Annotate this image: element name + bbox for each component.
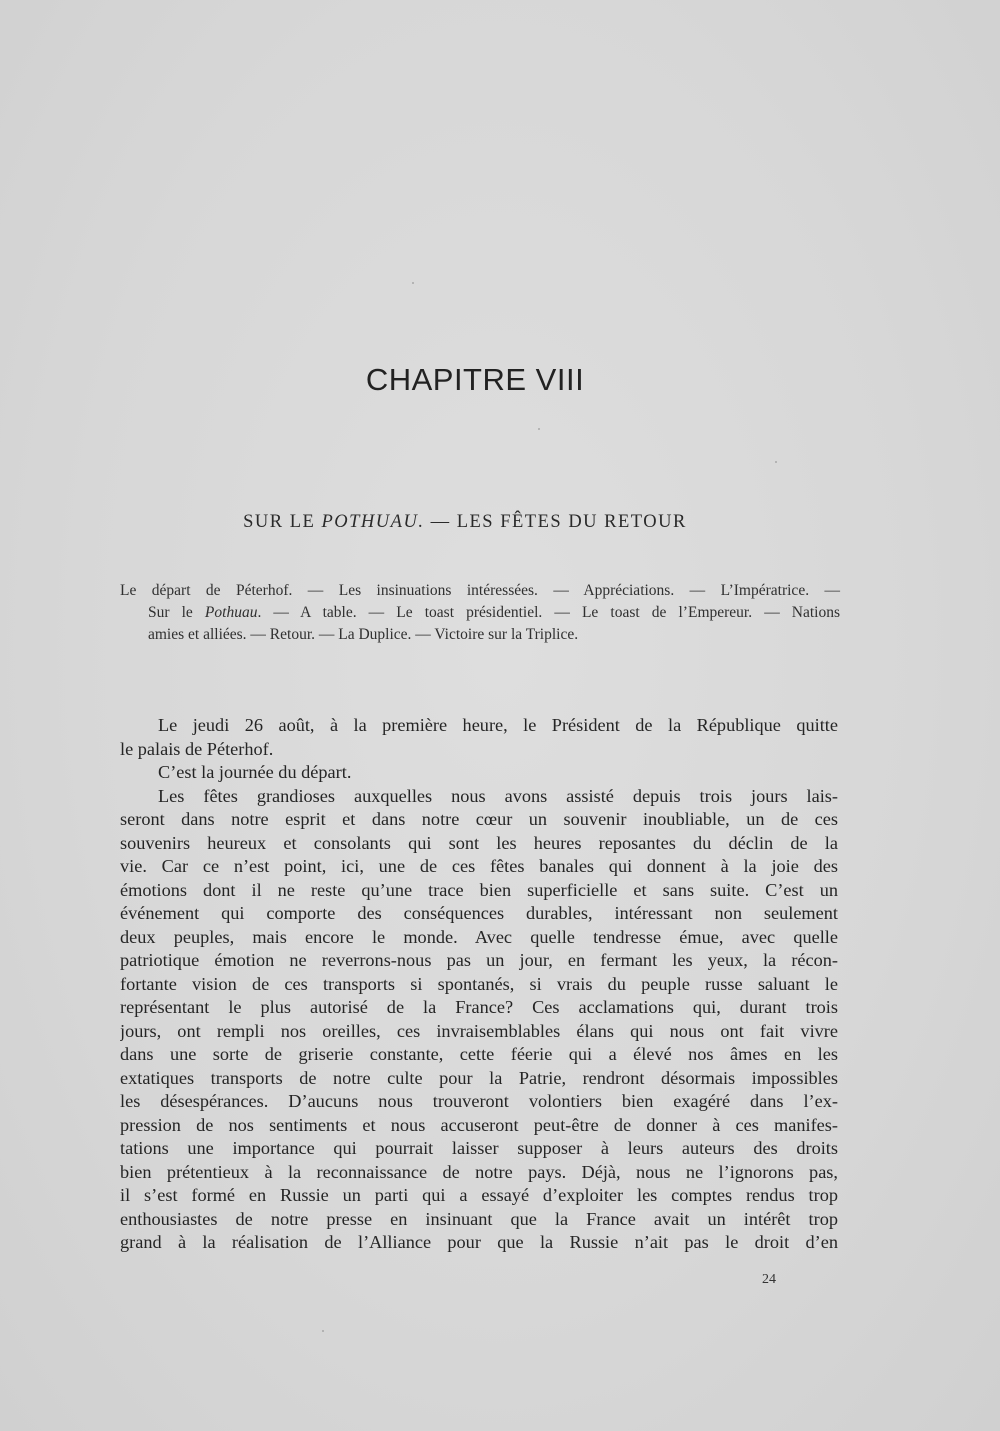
text-line: vie. Car ce n’est point, ici, une de ces fêtes banales qui donnent à la joie des xyxy=(120,856,838,876)
text-line: il s’est formé en Russie un parti qui a essayé d’exploiter les comptes rendus trop xyxy=(120,1185,838,1205)
chapter-summary xyxy=(120,580,840,646)
page-number: 24 xyxy=(762,1272,776,1287)
text-line: deux peuples, mais encore le monde. Avec quelle tendresse émue, avec quelle xyxy=(120,926,838,947)
text-line: patriotique émotion ne reverrons-nous pas un jour, en fermant les yeux, la récon- xyxy=(120,950,838,970)
text-line: pression de nos sentiments et nous accuseront peut-être de donner à ces manifes- xyxy=(120,1114,838,1135)
text-line: fortante vision de ces transports si spontanés, si vrais du peuple russe saluant le xyxy=(120,973,838,994)
text-line: tations une importance qui pourrait laisser supposer à leurs auteurs des droits xyxy=(120,1138,838,1158)
text-line: enthousiastes de notre presse en insinuant que la France avait un intérêt trop xyxy=(120,1208,838,1229)
paper-speck xyxy=(538,428,540,430)
body-text xyxy=(120,714,838,1255)
text-line: Le jeudi 26 août, à la première heure, le Président de la République quitte xyxy=(158,715,838,735)
text-line: le palais de Péterhof. xyxy=(120,738,274,759)
text-line: souvenirs heureux et consolants qui sont les heures reposantes du déclin de la xyxy=(120,832,838,853)
text-line: émotions dont il ne reste qu’une trace bien superficielle et sans suite. C’est un xyxy=(120,879,838,900)
text-line: C’est la journée du départ. xyxy=(158,762,352,782)
text-line: jours, ont rempli nos oreilles, ces invraisemblables élans qui nous ont fait vivre xyxy=(120,1020,838,1041)
chapter-title: CHAPITRE VIII xyxy=(365,362,585,397)
paper-speck xyxy=(412,282,414,284)
text-line: dans une sorte de griserie constante, cette féerie qui a élevé nos âmes en les xyxy=(120,1044,838,1064)
text-line: Les fêtes grandioses auxquelles nous avons assisté depuis trois jours lais- xyxy=(158,785,838,806)
summary-line: Sur le Pothuau. — A table. — Le toast présidentiel. — Le toast de l’Empereur. — Nations xyxy=(148,604,841,621)
subtitle-ship-name: POTHUAU. xyxy=(321,512,425,532)
summary-line: Le départ de Péterhof. — Les insinuations intéressées. — Appréciations. — L’Impératrice. — xyxy=(120,582,840,599)
paper-speck xyxy=(775,461,777,463)
summary-line: amies et alliées. — Retour. — La Duplice. — Victoire sur la Triplice. xyxy=(148,626,579,643)
text-line: seront dans notre esprit et dans notre cœur un souvenir inoubliable, un de ces xyxy=(120,809,838,829)
text-line: grand à la réalisation de l’Alliance pour que la Russie n’ait pas le droit d’en xyxy=(120,1232,838,1252)
text-line: les désespérances. D’aucuns nous trouveront volontiers bien exagéré dans l’ex- xyxy=(120,1091,838,1111)
text-line: événement qui comporte des conséquences durables, intéressant non seulement xyxy=(120,903,838,923)
subtitle-prefix: SUR LE xyxy=(243,512,322,532)
chapter-subtitle xyxy=(0,512,930,533)
text-line: représentant le plus autorisé de la France? Ces acclamations qui, durant trois xyxy=(120,997,838,1017)
text-line: extatiques transports de notre culte pour la Patrie, rendront désormais impossibles xyxy=(120,1067,838,1088)
subtitle-suffix: — LES FÊTES DU RETOUR xyxy=(424,512,687,532)
text-line: bien prétentieux à la reconnaissance de notre pays. Déjà, nous ne l’ignorons pas, xyxy=(120,1161,838,1182)
paper-speck xyxy=(322,1330,324,1332)
